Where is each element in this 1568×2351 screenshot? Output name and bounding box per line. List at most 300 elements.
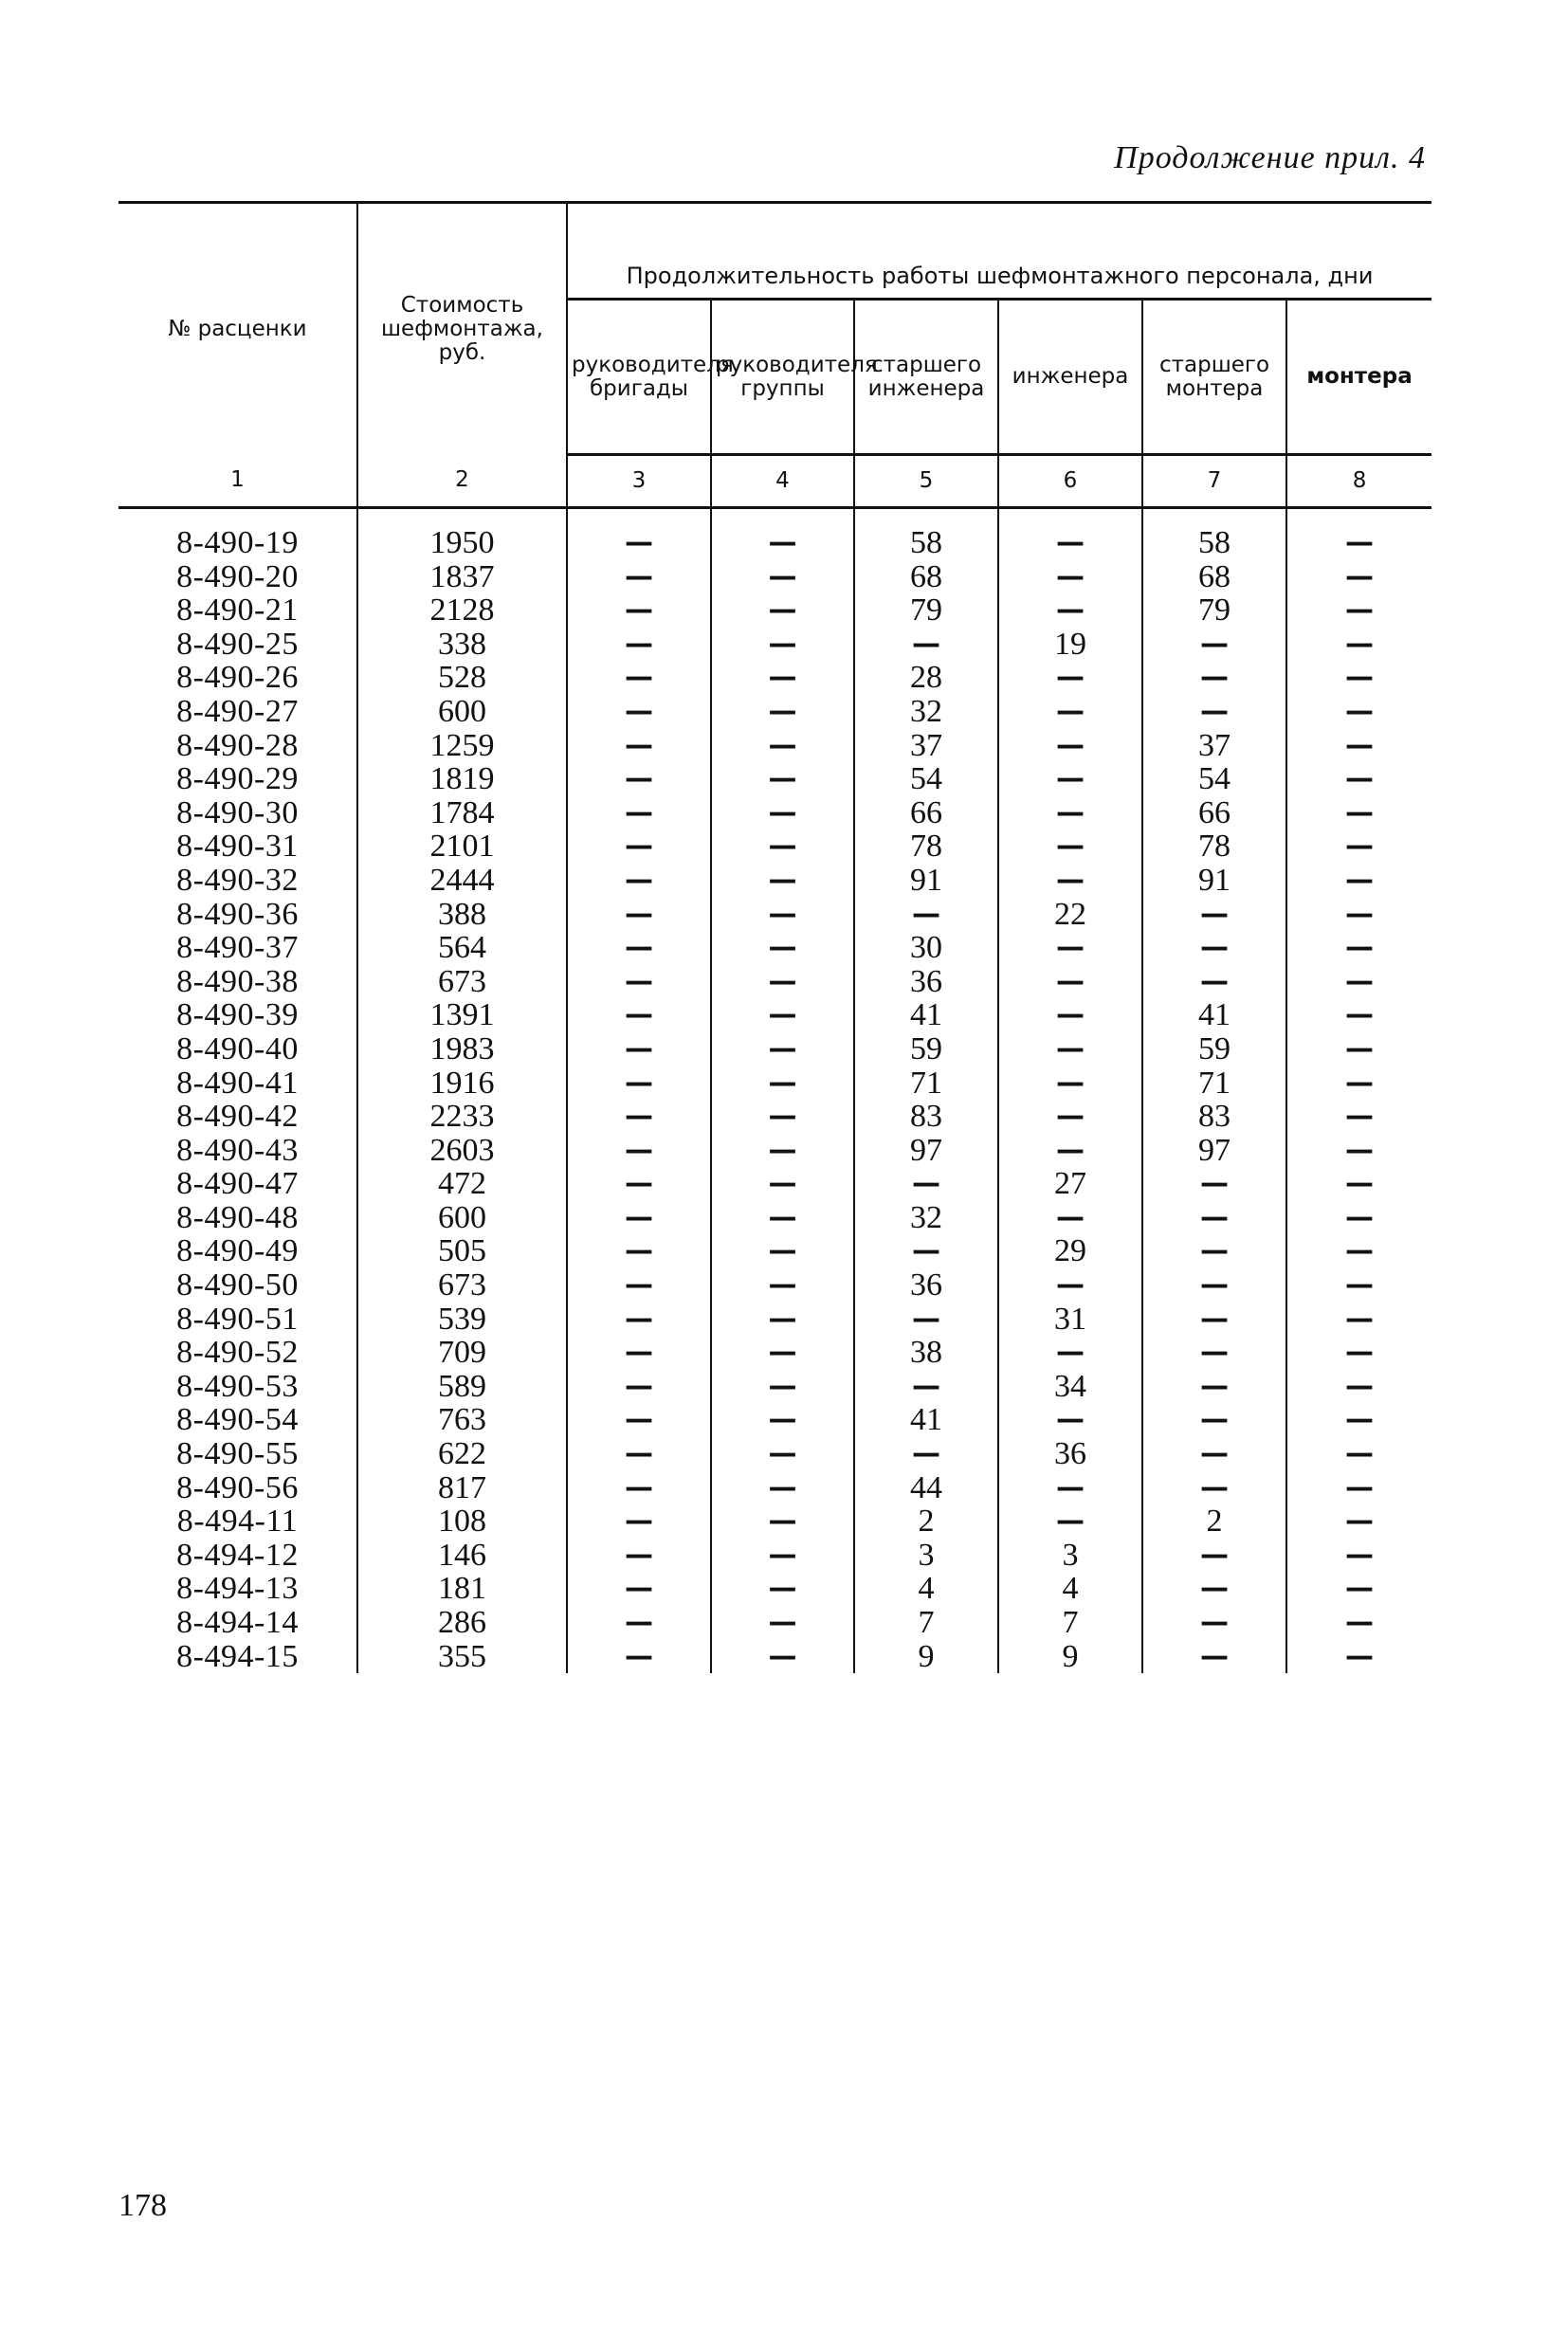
fitter-cell: —: [1286, 1201, 1431, 1235]
table-row: [119, 1268, 1431, 1303]
fitter-cell: —: [1286, 1100, 1431, 1134]
rate-code-cell: 8-490-41: [176, 1065, 299, 1101]
engineer-cell: 31: [998, 1303, 1142, 1337]
table-row: [119, 796, 1431, 830]
engineer-cell: —: [998, 1032, 1142, 1066]
table-row: [119, 508, 1431, 560]
group-head-cell: —: [711, 1471, 854, 1505]
brigade-head-cell: —: [567, 965, 711, 999]
rates-table-container: [119, 201, 1431, 1673]
brigade-head-cell: —: [567, 898, 711, 932]
fitter-cell: —: [1286, 829, 1431, 864]
senior-fitter-cell: 37: [1142, 729, 1286, 763]
fitter-cell: —: [1286, 1134, 1431, 1168]
senior-engineer-cell: 36: [854, 1268, 998, 1303]
brigade-head-cell: —: [567, 593, 711, 628]
senior-engineer-cell: 30: [854, 931, 998, 965]
table-row: [119, 1336, 1431, 1370]
table-row: [119, 965, 1431, 999]
engineer-cell: —: [998, 762, 1142, 796]
fitter-cell: —: [1286, 931, 1431, 965]
fitter-cell: —: [1286, 560, 1431, 594]
engineer-cell: —: [998, 931, 1142, 965]
engineer-cell: 9: [998, 1640, 1142, 1674]
senior-fitter-cell: 68: [1142, 560, 1286, 594]
senior-fitter-cell: —: [1142, 965, 1286, 999]
engineer-cell: —: [998, 729, 1142, 763]
column-number: 6: [998, 455, 1142, 508]
rate-code-cell: 8-494-11: [176, 1504, 299, 1540]
group-head-cell: —: [711, 998, 854, 1032]
engineer-cell: 36: [998, 1437, 1142, 1471]
header-duration-group: Продолжительность работы шефмонтажного персонала, дни: [567, 203, 1431, 300]
brigade-head-cell: —: [567, 1201, 711, 1235]
senior-fitter-cell: 2: [1142, 1504, 1286, 1539]
engineer-cell: —: [998, 508, 1142, 560]
rate-code-cell: 8-490-56: [176, 1469, 299, 1505]
column-number: 7: [1142, 455, 1286, 508]
brigade-head-cell: —: [567, 1504, 711, 1539]
table-row: [119, 1032, 1431, 1066]
page-number: 178: [119, 2188, 167, 2223]
engineer-cell: —: [998, 998, 1142, 1032]
column-number: 4: [711, 455, 854, 508]
engineer-cell: 27: [998, 1167, 1142, 1201]
rate-code-cell: 8-490-51: [176, 1301, 299, 1337]
senior-engineer-cell: 37: [854, 729, 998, 763]
table-header: [119, 203, 1431, 508]
cost-cell: 2101: [357, 829, 567, 864]
cost-cell: 528: [357, 661, 567, 695]
group-head-cell: —: [711, 661, 854, 695]
brigade-head-cell: —: [567, 695, 711, 729]
senior-fitter-cell: —: [1142, 1268, 1286, 1303]
fitter-cell: —: [1286, 593, 1431, 628]
table-row: [119, 1640, 1431, 1674]
rate-code-cell: 8-490-54: [176, 1402, 299, 1438]
table-row: [119, 829, 1431, 864]
cost-cell: 600: [357, 695, 567, 729]
rate-code-cell: 8-490-26: [176, 660, 299, 696]
cost-cell: 181: [357, 1572, 567, 1606]
engineer-cell: —: [998, 1100, 1142, 1134]
senior-fitter-cell: —: [1142, 1336, 1286, 1370]
senior-engineer-cell: 36: [854, 965, 998, 999]
senior-engineer-cell: 41: [854, 1403, 998, 1437]
senior-engineer-cell: 71: [854, 1066, 998, 1101]
group-head-cell: —: [711, 1504, 854, 1539]
rate-code-cell: 8-490-30: [176, 794, 299, 830]
senior-fitter-cell: —: [1142, 1403, 1286, 1437]
cost-cell: 2128: [357, 593, 567, 628]
group-head-cell: —: [711, 1370, 854, 1404]
group-head-cell: —: [711, 1437, 854, 1471]
cost-cell: 763: [357, 1403, 567, 1437]
rate-code-cell: 8-490-25: [176, 626, 299, 662]
cost-cell: 817: [357, 1471, 567, 1505]
fitter-cell: —: [1286, 1437, 1431, 1471]
header-senior-engineer: старшего инженера: [854, 300, 998, 455]
cost-cell: 1259: [357, 729, 567, 763]
group-head-cell: —: [711, 796, 854, 830]
engineer-cell: —: [998, 661, 1142, 695]
group-head-cell: —: [711, 1032, 854, 1066]
brigade-head-cell: —: [567, 1370, 711, 1404]
table-row: [119, 1504, 1431, 1539]
senior-fitter-cell: —: [1142, 898, 1286, 932]
rate-code-cell: 8-490-53: [176, 1368, 299, 1404]
senior-engineer-cell: 32: [854, 1201, 998, 1235]
senior-engineer-cell: —: [854, 898, 998, 932]
table-row: [119, 1066, 1431, 1101]
engineer-cell: —: [998, 593, 1142, 628]
rate-code-cell: 8-490-50: [176, 1267, 299, 1303]
cost-cell: 673: [357, 1268, 567, 1303]
cost-cell: 2444: [357, 864, 567, 898]
brigade-head-cell: —: [567, 931, 711, 965]
group-head-cell: —: [711, 508, 854, 560]
fitter-cell: —: [1286, 1606, 1431, 1640]
table-row: [119, 1471, 1431, 1505]
cost-cell: 1916: [357, 1066, 567, 1101]
senior-fitter-cell: —: [1142, 931, 1286, 965]
group-head-cell: —: [711, 1539, 854, 1573]
brigade-head-cell: —: [567, 1606, 711, 1640]
senior-engineer-cell: 97: [854, 1134, 998, 1168]
engineer-cell: 3: [998, 1539, 1142, 1573]
engineer-cell: 34: [998, 1370, 1142, 1404]
engineer-cell: —: [998, 1066, 1142, 1101]
fitter-cell: —: [1286, 864, 1431, 898]
engineer-cell: —: [998, 1336, 1142, 1370]
header-rate-number: № расценки: [119, 203, 357, 455]
cost-cell: 505: [357, 1234, 567, 1268]
cost-cell: 1391: [357, 998, 567, 1032]
senior-engineer-cell: —: [854, 1234, 998, 1268]
rate-code-cell: 8-494-15: [176, 1638, 299, 1674]
table-row: [119, 1370, 1431, 1404]
senior-engineer-cell: 38: [854, 1336, 998, 1370]
brigade-head-cell: —: [567, 796, 711, 830]
group-head-cell: —: [711, 1201, 854, 1235]
group-head-cell: —: [711, 864, 854, 898]
senior-engineer-cell: 83: [854, 1100, 998, 1134]
fitter-cell: —: [1286, 1167, 1431, 1201]
table-row: [119, 1303, 1431, 1337]
cost-cell: 622: [357, 1437, 567, 1471]
fitter-cell: —: [1286, 1032, 1431, 1066]
rate-code-cell: 8-490-19: [176, 525, 299, 560]
rate-code-cell: 8-490-36: [176, 896, 299, 932]
cost-cell: 2603: [357, 1134, 567, 1168]
rate-code-cell: 8-494-13: [176, 1571, 299, 1607]
fitter-cell: —: [1286, 762, 1431, 796]
group-head-cell: —: [711, 1572, 854, 1606]
senior-fitter-cell: 58: [1142, 508, 1286, 560]
fitter-cell: —: [1286, 796, 1431, 830]
senior-engineer-cell: 59: [854, 1032, 998, 1066]
engineer-cell: 22: [998, 898, 1142, 932]
senior-engineer-cell: 32: [854, 695, 998, 729]
brigade-head-cell: —: [567, 1539, 711, 1573]
fitter-cell: —: [1286, 661, 1431, 695]
cost-cell: 709: [357, 1336, 567, 1370]
fitter-cell: —: [1286, 1572, 1431, 1606]
brigade-head-cell: —: [567, 1303, 711, 1337]
rate-code-cell: 8-490-28: [176, 727, 299, 763]
cost-cell: 108: [357, 1504, 567, 1539]
rate-code-cell: 8-490-27: [176, 693, 299, 729]
senior-fitter-cell: —: [1142, 1606, 1286, 1640]
engineer-cell: 29: [998, 1234, 1142, 1268]
fitter-cell: —: [1286, 998, 1431, 1032]
brigade-head-cell: —: [567, 1572, 711, 1606]
group-head-cell: —: [711, 1066, 854, 1101]
cost-cell: 388: [357, 898, 567, 932]
rates-table: [119, 201, 1431, 1673]
senior-fitter-cell: 59: [1142, 1032, 1286, 1066]
column-number: 3: [567, 455, 711, 508]
table-row: [119, 593, 1431, 628]
fitter-cell: —: [1286, 1303, 1431, 1337]
group-head-cell: —: [711, 1640, 854, 1674]
senior-fitter-cell: 71: [1142, 1066, 1286, 1101]
header-engineer: инженера: [998, 300, 1142, 455]
senior-engineer-cell: 54: [854, 762, 998, 796]
brigade-head-cell: —: [567, 628, 711, 662]
brigade-head-cell: —: [567, 1437, 711, 1471]
group-head-cell: —: [711, 695, 854, 729]
senior-fitter-cell: 66: [1142, 796, 1286, 830]
senior-fitter-cell: —: [1142, 1303, 1286, 1337]
table-row: [119, 729, 1431, 763]
group-head-cell: —: [711, 1234, 854, 1268]
table-row: [119, 1167, 1431, 1201]
rate-code-cell: 8-490-37: [176, 930, 299, 966]
brigade-head-cell: —: [567, 998, 711, 1032]
column-number: 5: [854, 455, 998, 508]
brigade-head-cell: —: [567, 829, 711, 864]
fitter-cell: —: [1286, 1268, 1431, 1303]
fitter-cell: —: [1286, 898, 1431, 932]
group-head-cell: —: [711, 560, 854, 594]
senior-engineer-cell: 79: [854, 593, 998, 628]
senior-engineer-cell: —: [854, 1303, 998, 1337]
rate-code-cell: 8-490-42: [176, 1099, 299, 1135]
rate-code-cell: 8-494-14: [176, 1605, 299, 1640]
senior-engineer-cell: 4: [854, 1572, 998, 1606]
table-row: [119, 898, 1431, 932]
table-row: [119, 998, 1431, 1032]
rate-code-cell: 8-490-43: [176, 1132, 299, 1168]
group-head-cell: —: [711, 1336, 854, 1370]
group-head-cell: —: [711, 593, 854, 628]
column-number: 2: [357, 455, 567, 508]
table-row: [119, 1572, 1431, 1606]
fitter-cell: —: [1286, 1336, 1431, 1370]
senior-engineer-cell: 68: [854, 560, 998, 594]
cost-cell: 1784: [357, 796, 567, 830]
cost-cell: 673: [357, 965, 567, 999]
senior-fitter-cell: —: [1142, 1234, 1286, 1268]
senior-engineer-cell: 78: [854, 829, 998, 864]
brigade-head-cell: —: [567, 1640, 711, 1674]
senior-engineer-cell: 44: [854, 1471, 998, 1505]
brigade-head-cell: —: [567, 1032, 711, 1066]
engineer-cell: —: [998, 864, 1142, 898]
group-head-cell: —: [711, 931, 854, 965]
senior-engineer-cell: 28: [854, 661, 998, 695]
group-head-cell: —: [711, 1303, 854, 1337]
fitter-cell: —: [1286, 729, 1431, 763]
senior-fitter-cell: —: [1142, 1572, 1286, 1606]
rate-code-cell: 8-490-21: [176, 592, 299, 629]
senior-engineer-cell: —: [854, 628, 998, 662]
table-row: [119, 1100, 1431, 1134]
table-row: [119, 1234, 1431, 1268]
rate-code-cell: 8-490-55: [176, 1436, 299, 1472]
table-row: [119, 695, 1431, 729]
brigade-head-cell: —: [567, 1336, 711, 1370]
rate-code-cell: 8-490-52: [176, 1335, 299, 1371]
fitter-cell: —: [1286, 628, 1431, 662]
brigade-head-cell: —: [567, 1403, 711, 1437]
table-row: [119, 931, 1431, 965]
cost-cell: 2233: [357, 1100, 567, 1134]
header-senior-fitter: старшего монтера: [1142, 300, 1286, 455]
cost-cell: 338: [357, 628, 567, 662]
table-body: [119, 508, 1431, 1674]
cost-cell: 146: [357, 1539, 567, 1573]
cost-cell: 1837: [357, 560, 567, 594]
cost-cell: 355: [357, 1640, 567, 1674]
brigade-head-cell: —: [567, 1234, 711, 1268]
rate-code-cell: 8-490-20: [176, 558, 299, 594]
senior-fitter-cell: —: [1142, 1539, 1286, 1573]
senior-engineer-cell: 66: [854, 796, 998, 830]
table-row: [119, 628, 1431, 662]
senior-fitter-cell: —: [1142, 628, 1286, 662]
header-fitter: монтера: [1286, 300, 1431, 455]
fitter-cell: —: [1286, 1504, 1431, 1539]
fitter-cell: —: [1286, 965, 1431, 999]
table-row: [119, 1134, 1431, 1168]
senior-fitter-cell: —: [1142, 695, 1286, 729]
group-head-cell: —: [711, 1606, 854, 1640]
table-row: [119, 1201, 1431, 1235]
brigade-head-cell: —: [567, 1167, 711, 1201]
engineer-cell: —: [998, 965, 1142, 999]
senior-fitter-cell: 83: [1142, 1100, 1286, 1134]
engineer-cell: 7: [998, 1606, 1142, 1640]
senior-engineer-cell: 9: [854, 1640, 998, 1674]
table-row: [119, 864, 1431, 898]
senior-fitter-cell: —: [1142, 1437, 1286, 1471]
fitter-cell: —: [1286, 1066, 1431, 1101]
senior-engineer-cell: —: [854, 1370, 998, 1404]
fitter-cell: —: [1286, 508, 1431, 560]
senior-engineer-cell: —: [854, 1437, 998, 1471]
fitter-cell: —: [1286, 1539, 1431, 1573]
senior-fitter-cell: 41: [1142, 998, 1286, 1032]
rate-code-cell: 8-490-31: [176, 829, 299, 865]
table-row: [119, 560, 1431, 594]
rate-code-cell: 8-490-38: [176, 963, 299, 999]
engineer-cell: —: [998, 796, 1142, 830]
group-head-cell: —: [711, 1167, 854, 1201]
header-cost: Стоимость шефмонтажа, руб.: [357, 203, 567, 455]
senior-fitter-cell: 79: [1142, 593, 1286, 628]
table-row: [119, 762, 1431, 796]
cost-cell: 1950: [357, 508, 567, 560]
engineer-cell: —: [998, 1268, 1142, 1303]
cost-cell: 589: [357, 1370, 567, 1404]
rate-code-cell: 8-494-12: [176, 1537, 299, 1573]
group-head-cell: —: [711, 1268, 854, 1303]
engineer-cell: —: [998, 1403, 1142, 1437]
senior-fitter-cell: —: [1142, 1370, 1286, 1404]
engineer-cell: —: [998, 1134, 1142, 1168]
cost-cell: 600: [357, 1201, 567, 1235]
rate-code-cell: 8-490-47: [176, 1166, 299, 1202]
fitter-cell: —: [1286, 1234, 1431, 1268]
fitter-cell: —: [1286, 1640, 1431, 1674]
brigade-head-cell: —: [567, 1471, 711, 1505]
rate-code-cell: 8-490-40: [176, 1030, 299, 1066]
column-number: 1: [119, 455, 357, 508]
senior-fitter-cell: —: [1142, 1640, 1286, 1674]
senior-engineer-cell: 41: [854, 998, 998, 1032]
brigade-head-cell: —: [567, 729, 711, 763]
fitter-cell: —: [1286, 1403, 1431, 1437]
group-head-cell: —: [711, 1134, 854, 1168]
cost-cell: 1983: [357, 1032, 567, 1066]
senior-fitter-cell: —: [1142, 1201, 1286, 1235]
table-row: [119, 1539, 1431, 1573]
engineer-cell: —: [998, 1201, 1142, 1235]
engineer-cell: —: [998, 695, 1142, 729]
senior-engineer-cell: 2: [854, 1504, 998, 1539]
group-head-cell: —: [711, 965, 854, 999]
rate-code-cell: 8-490-29: [176, 761, 299, 797]
senior-fitter-cell: 91: [1142, 864, 1286, 898]
engineer-cell: 19: [998, 628, 1142, 662]
cost-cell: 539: [357, 1303, 567, 1337]
senior-fitter-cell: —: [1142, 1471, 1286, 1505]
brigade-head-cell: —: [567, 1100, 711, 1134]
senior-engineer-cell: 7: [854, 1606, 998, 1640]
fitter-cell: —: [1286, 695, 1431, 729]
cost-cell: 286: [357, 1606, 567, 1640]
table-row: [119, 1403, 1431, 1437]
cost-cell: 564: [357, 931, 567, 965]
brigade-head-cell: —: [567, 1134, 711, 1168]
senior-fitter-cell: 78: [1142, 829, 1286, 864]
engineer-cell: —: [998, 560, 1142, 594]
group-head-cell: —: [711, 1100, 854, 1134]
header-brigade-head: руководителя бригады: [567, 300, 711, 455]
senior-fitter-cell: 54: [1142, 762, 1286, 796]
senior-fitter-cell: 97: [1142, 1134, 1286, 1168]
group-head-cell: —: [711, 898, 854, 932]
engineer-cell: 4: [998, 1572, 1142, 1606]
brigade-head-cell: —: [567, 762, 711, 796]
brigade-head-cell: —: [567, 508, 711, 560]
brigade-head-cell: —: [567, 1066, 711, 1101]
brigade-head-cell: —: [567, 1268, 711, 1303]
group-head-cell: —: [711, 628, 854, 662]
senior-fitter-cell: —: [1142, 661, 1286, 695]
